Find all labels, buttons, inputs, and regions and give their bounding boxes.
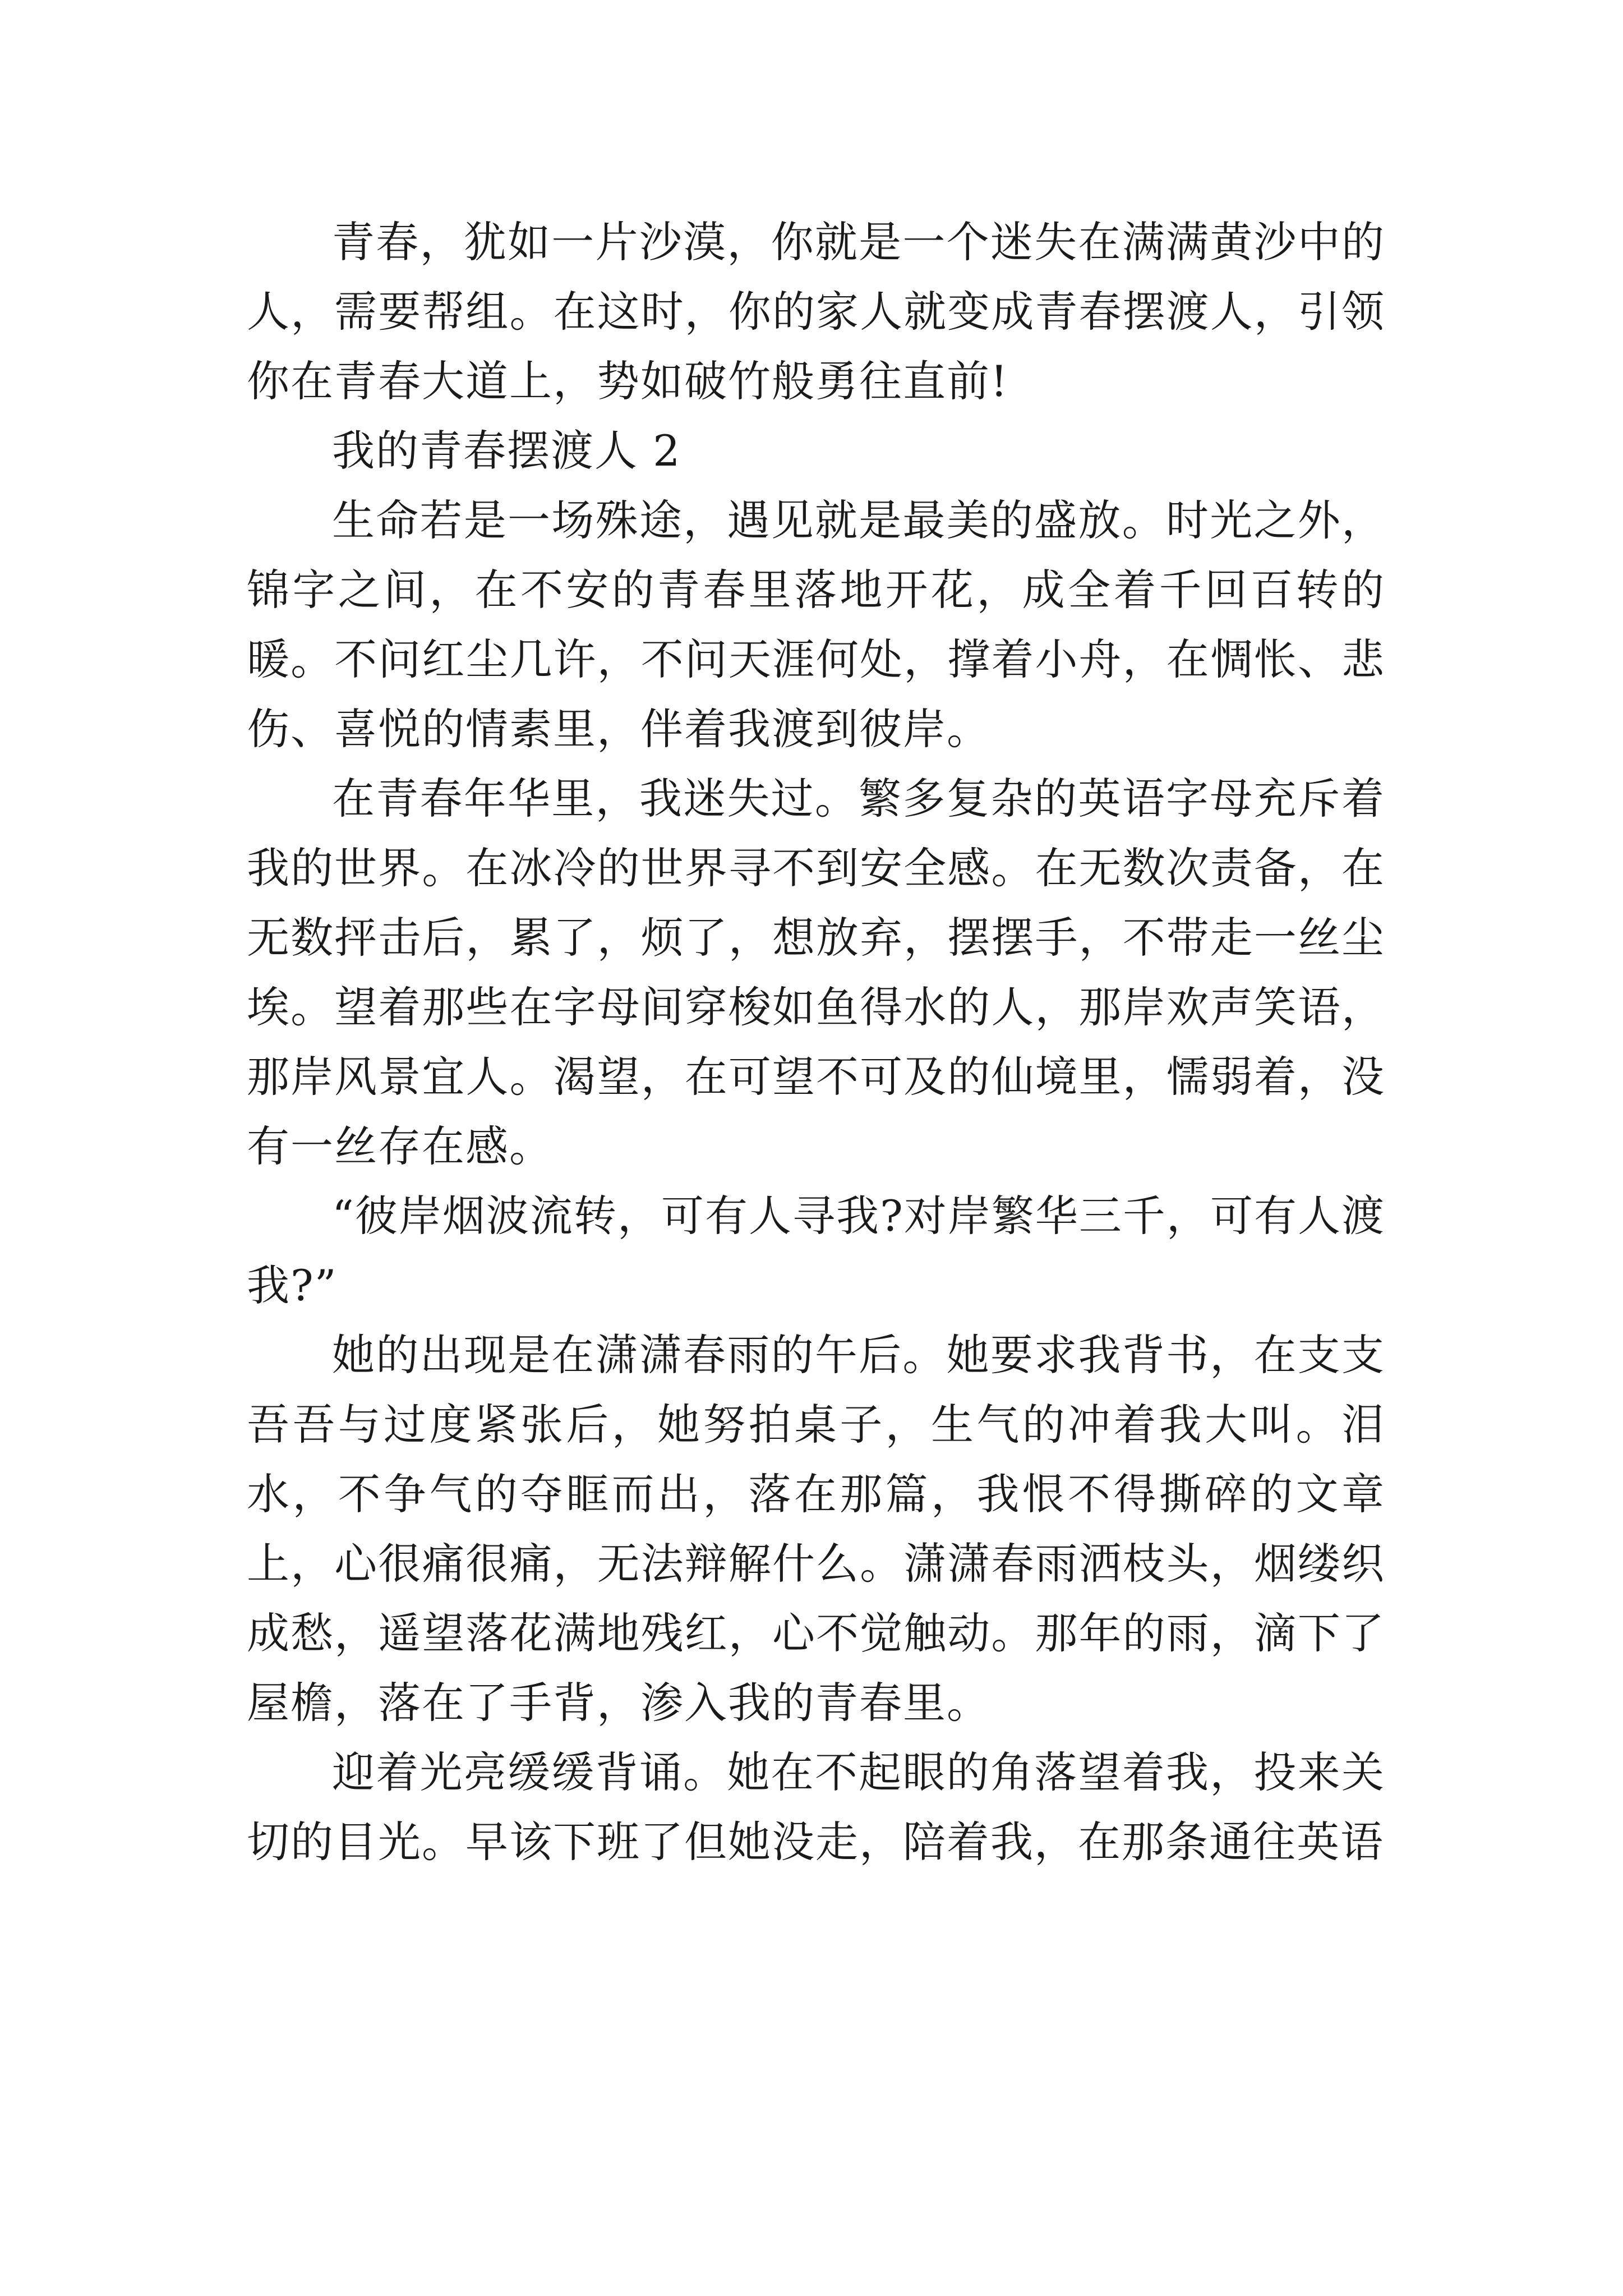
paragraph-2: 生命若是一场殊途，遇见就是最美的盛放。时光之外，锦字之间，在不安的青春里落地开花，成全着千回百转的暖。不问红尘几许，不问天涯何处，撑着小舟，在惆怅、悲伤、喜悦的情素里，伴着我渡到彼岸。 — [247, 495, 1385, 754]
paragraph-1: 青春，犹如一片沙漠，你就是一个迷失在满满黄沙中的人，需要帮组。在这时，你的家人就变成青春摆渡人，引领你在青春大道上，势如破竹般勇往直前! — [247, 217, 1385, 406]
paragraph-4: 她的出现是在潇潇春雨的午后。她要求我背书，在支支吾吾与过度紧张后，她努拍桌子，生气的冲着我大叫。泪水，不争气的夺眶而出，落在那篇，我恨不得撕碎的文章上，心很痛很痛，无法辩解什么。潇潇春雨洒枝头，烟缕织成愁，遥望落花满地残红，心不觉触动。那年的雨，滴下了屋檐，落在了手背，渗入我的青春里。 — [247, 1330, 1385, 1728]
paragraph-5: 迎着光亮缓缓背诵。她在不起眼的角落望着我，投来关切的目光。早该下班了但她没走，陪着我，在那条通往英语 — [247, 1747, 1385, 1867]
section-heading: 我的青春摆渡人 2 — [332, 426, 681, 476]
paragraph-quote: “彼岸烟波流转，可有人寻我?对岸繁华三千，可有人渡我?” — [247, 1191, 1385, 1310]
document-page — [247, 208, 1385, 1877]
paragraph-3: 在青春年华里，我迷失过。繁多复杂的英语字母充斥着我的世界。在冰冷的世界寻不到安全感。在无数次责备，在无数抨击后，累了，烦了，想放弃，摆摆手，不带走一丝尘埃。望着那些在字母间穿梭如鱼得水的人，那岸欢声笑语，那岸风景宜人。渴望，在可望不可及的仙境里，懦弱着，没有一丝存在感。 — [247, 774, 1385, 1171]
